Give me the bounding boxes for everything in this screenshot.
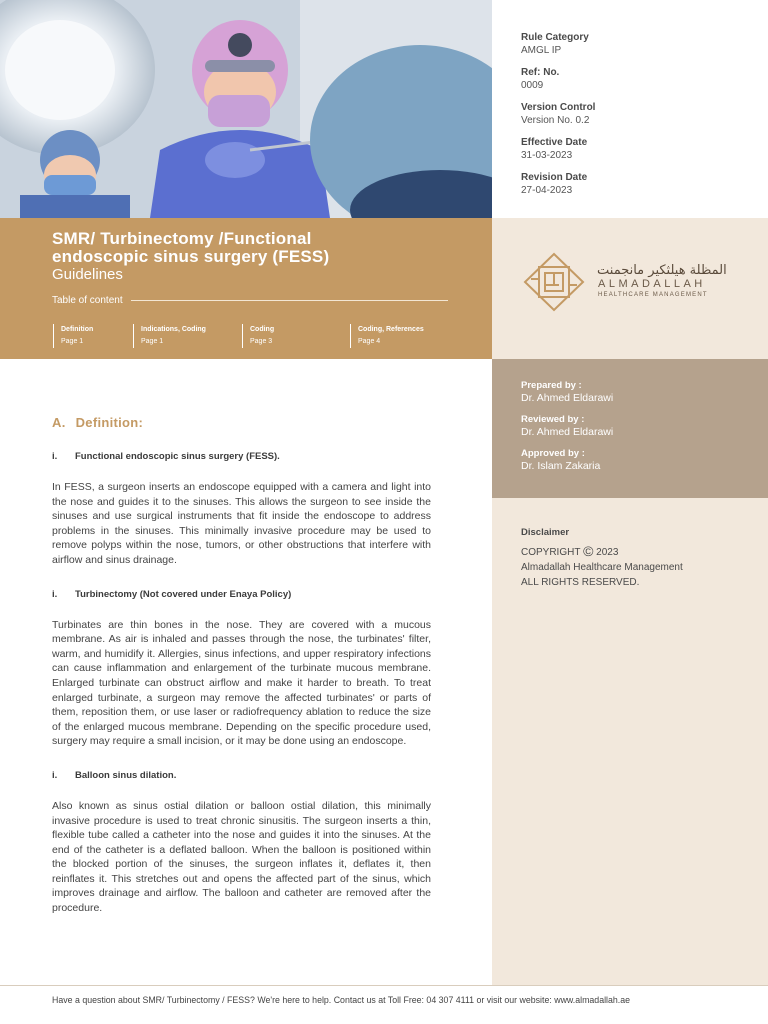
logo-arabic-name: المظلة هيلثكير مانجمنت: [597, 263, 727, 278]
section-title: Definition:: [75, 415, 144, 430]
rule-category: [521, 31, 768, 57]
toc-divider: [131, 300, 448, 301]
section-number: A.: [52, 415, 66, 430]
disclaimer-panel: [492, 498, 768, 985]
prepared-by-label: Prepared by :: [521, 380, 582, 391]
reviewed-by-label: Reviewed by :: [521, 414, 585, 425]
toc-item-title: Definition: [61, 326, 94, 333]
toc-item-coding-references[interactable]: [350, 324, 424, 348]
footer-contact: Have a question about SMR/ Turbinectomy / FESS? We're here to help. Contact us at Toll Free: 04 307 4111 or visit our website: www.almadallah.ae: [52, 995, 631, 1005]
logo-company-name: ALMADALLAH: [598, 278, 706, 290]
toc-item-page: Page 3: [250, 338, 273, 345]
title-band: [0, 218, 492, 359]
toc-item-page: Page 1: [141, 338, 164, 345]
paragraph-turbinectomy: Turbinates are thin bones in the nose. They are covered with a mucous membrane. As air is inhaled and passes through the nose, the turbinates' filter, warm, and humidify it. Allergies, sinus infections, and upper respiratory infections can cause inflammation and enlargement of the turbinate mucous membrane. Enlarged turbinate can obstruct airflow and make it harder to breath. To treat enlarged turbinate, a surgeon may remove the affected turbinates' or parts of them, reposition them, or use laser or radiofrequency ablation to reduce the size of the enlarged mucous membrane. Depending on the specific procedure used, surgery may require a small incision, or it may be done using an endoscope.: [52, 618, 431, 748]
toc-item-indications-coding[interactable]: [133, 324, 206, 348]
rights-reserved: ALL RIGHTS RESERVED.: [521, 577, 640, 588]
toc-item-definition[interactable]: [53, 324, 93, 348]
rule-category-value: AMGL IP: [521, 45, 562, 56]
disclaimer-title: Disclaimer: [521, 527, 570, 538]
toc-item-page: Page 1: [61, 338, 84, 345]
subheading-title: Balloon sinus dilation.: [75, 769, 177, 781]
approvals-panel: [492, 359, 768, 498]
toc-label: Table of content: [52, 295, 123, 306]
version-control: [521, 101, 768, 127]
subheading-title: Turbinectomy (Not covered under Enaya Policy): [75, 588, 292, 600]
document-subtitle: Guidelines: [52, 266, 123, 283]
approved-by-value: Dr. Islam Zakaria: [521, 460, 601, 472]
copyright-company: Almadallah Healthcare Management: [521, 562, 683, 573]
title-line-1: SMR/ Turbinectomy /Functional: [52, 229, 312, 248]
paragraph-balloon: Also known as sinus ostial dilation or balloon ostial dilation, this minimally invasive procedure is used to treat chronic sinusitis. The surgeon inserts a thin, flexible tube called a catheter into the nose and guides it into the sinuses. At the end of the catheter is a deflated balloon. When the balloon is positioned within the blocked portion of the sinuses, the surgeon inflates it, deflates it, then reinflates it. This stretches out and opens the affected part of the sinus, which improves drainage and airflow. The balloon and catheter are removed after the procedure.: [52, 799, 431, 915]
surgeons-illustration: [0, 0, 492, 218]
subheading-title: Functional endoscopic sinus surgery (FESS).: [75, 451, 280, 462]
effective-date: [521, 136, 768, 162]
reviewed-by-value: Dr. Ahmed Eldarawi: [521, 426, 614, 438]
copyright-line: [521, 544, 768, 560]
prepared-by-value: Dr. Ahmed Eldarawi: [521, 392, 614, 404]
version-label: Version Control: [521, 102, 596, 113]
document-title: [52, 230, 448, 266]
copyright-word: COPYRIGHT: [521, 547, 581, 558]
version-value: Version No. 0.2: [521, 115, 590, 126]
subheading-number: i.: [52, 769, 58, 781]
footer-divider: [0, 985, 768, 986]
hero-photo: [0, 0, 492, 218]
approved-by: [521, 448, 768, 473]
section-heading-definition: [52, 415, 431, 430]
copyright-year: 2023: [596, 547, 619, 558]
ref-label: Ref: No.: [521, 67, 560, 78]
subheading-turbinectomy: [52, 589, 431, 600]
effective-date-label: Effective Date: [521, 137, 588, 148]
rule-category-label: Rule Category: [521, 32, 589, 43]
subheading-number: i.: [52, 588, 58, 600]
logo-panel: [492, 218, 768, 359]
ref-number: [521, 66, 768, 92]
revision-date-label: Revision Date: [521, 172, 588, 183]
copyright-icon: ©: [583, 543, 594, 559]
document-meta: [492, 0, 768, 218]
toc-item-page: Page 4: [358, 338, 381, 345]
subheading-number: i.: [52, 451, 58, 462]
ref-value: 0009: [521, 80, 544, 91]
title-line-2: endoscopic sinus surgery (FESS): [52, 247, 330, 266]
toc-item-title: Indications, Coding: [141, 326, 206, 333]
effective-date-value: 31-03-2023: [521, 150, 573, 161]
logo-tagline: HEALTHCARE MANAGEMENT: [598, 292, 708, 298]
toc-header: [52, 295, 448, 306]
approved-by-label: Approved by :: [521, 448, 585, 459]
main-content: [52, 412, 431, 916]
toc-item-coding[interactable]: [242, 324, 274, 348]
toc-item-title: Coding, References: [358, 326, 424, 333]
reviewed-by: [521, 414, 768, 439]
subheading-fess: [52, 451, 431, 462]
prepared-by: [521, 380, 768, 405]
toc-list: [52, 324, 448, 348]
almadallah-logo-icon: [521, 252, 587, 312]
paragraph-fess: In FESS, a surgeon inserts an endoscope equipped with a camera and light into the nose and guides it to the sinuses. This allows the surgeon to see inside the sinuses and use surgical instruments that fit inside the endoscope to address problems in the sinuses. This minimally invasive procedure may be used to remove polyps within the nose, tumors, or other obstructions that interfere with airflow and sinus drainage.: [52, 481, 431, 566]
revision-date: [521, 171, 768, 197]
subheading-balloon: [52, 770, 431, 781]
toc-item-title: Coding: [250, 326, 275, 333]
revision-date-value: 27-04-2023: [521, 185, 573, 196]
